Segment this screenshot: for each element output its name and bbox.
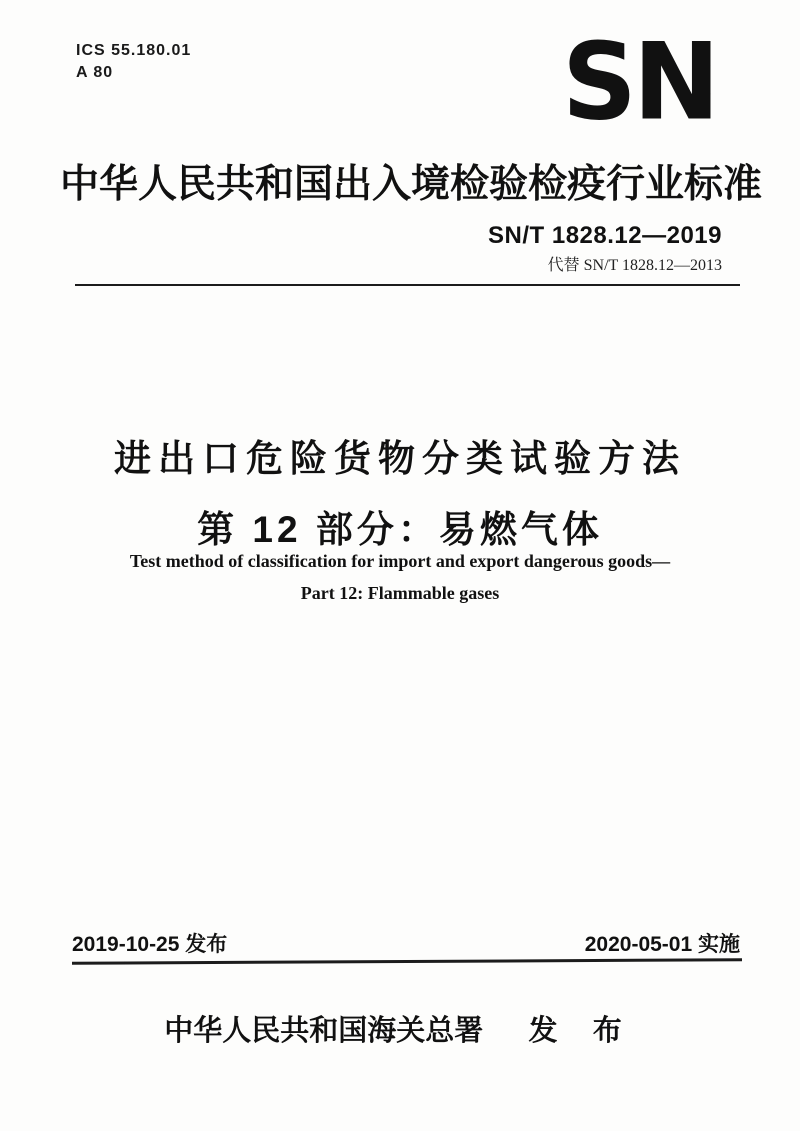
dates-row <box>72 928 740 958</box>
ics-code: ICS 55.180.01 <box>76 42 192 59</box>
issue-date: 2019-10-25 发布 <box>72 933 228 956</box>
standard-number-block <box>488 222 722 275</box>
standard-number: SN/T 1828.12—2019 <box>488 222 722 249</box>
top-divider <box>75 284 740 286</box>
document-title <box>0 428 800 553</box>
implementation-date: 2020-05-01 实施 <box>584 933 740 956</box>
publish-action-label: 发 布 <box>528 1015 636 1047</box>
document-title-line1: 进出口危险货物分类试验方法 <box>114 438 686 479</box>
document-title-line2: 第 12 部分：易燃气体 <box>197 509 603 550</box>
publisher-row <box>0 1008 800 1049</box>
bottom-divider <box>72 958 742 965</box>
ics-classification <box>76 40 191 83</box>
publisher-name: 中华人民共和国海关总署 <box>164 1015 484 1047</box>
replaced-standard: 代替 SN/T 1828.12—2013 <box>547 257 722 274</box>
english-title-line1: Test method of classification for import and export dangerous goods— <box>129 551 671 571</box>
sn-logo: SN <box>562 19 716 145</box>
english-title <box>0 551 800 604</box>
ics-category: A 80 <box>76 63 114 81</box>
english-title-line2: Part 12: Flammable gases <box>300 583 500 603</box>
standard-class-heading: 中华人民共和国出入境检验检疫行业标准 <box>60 163 763 206</box>
